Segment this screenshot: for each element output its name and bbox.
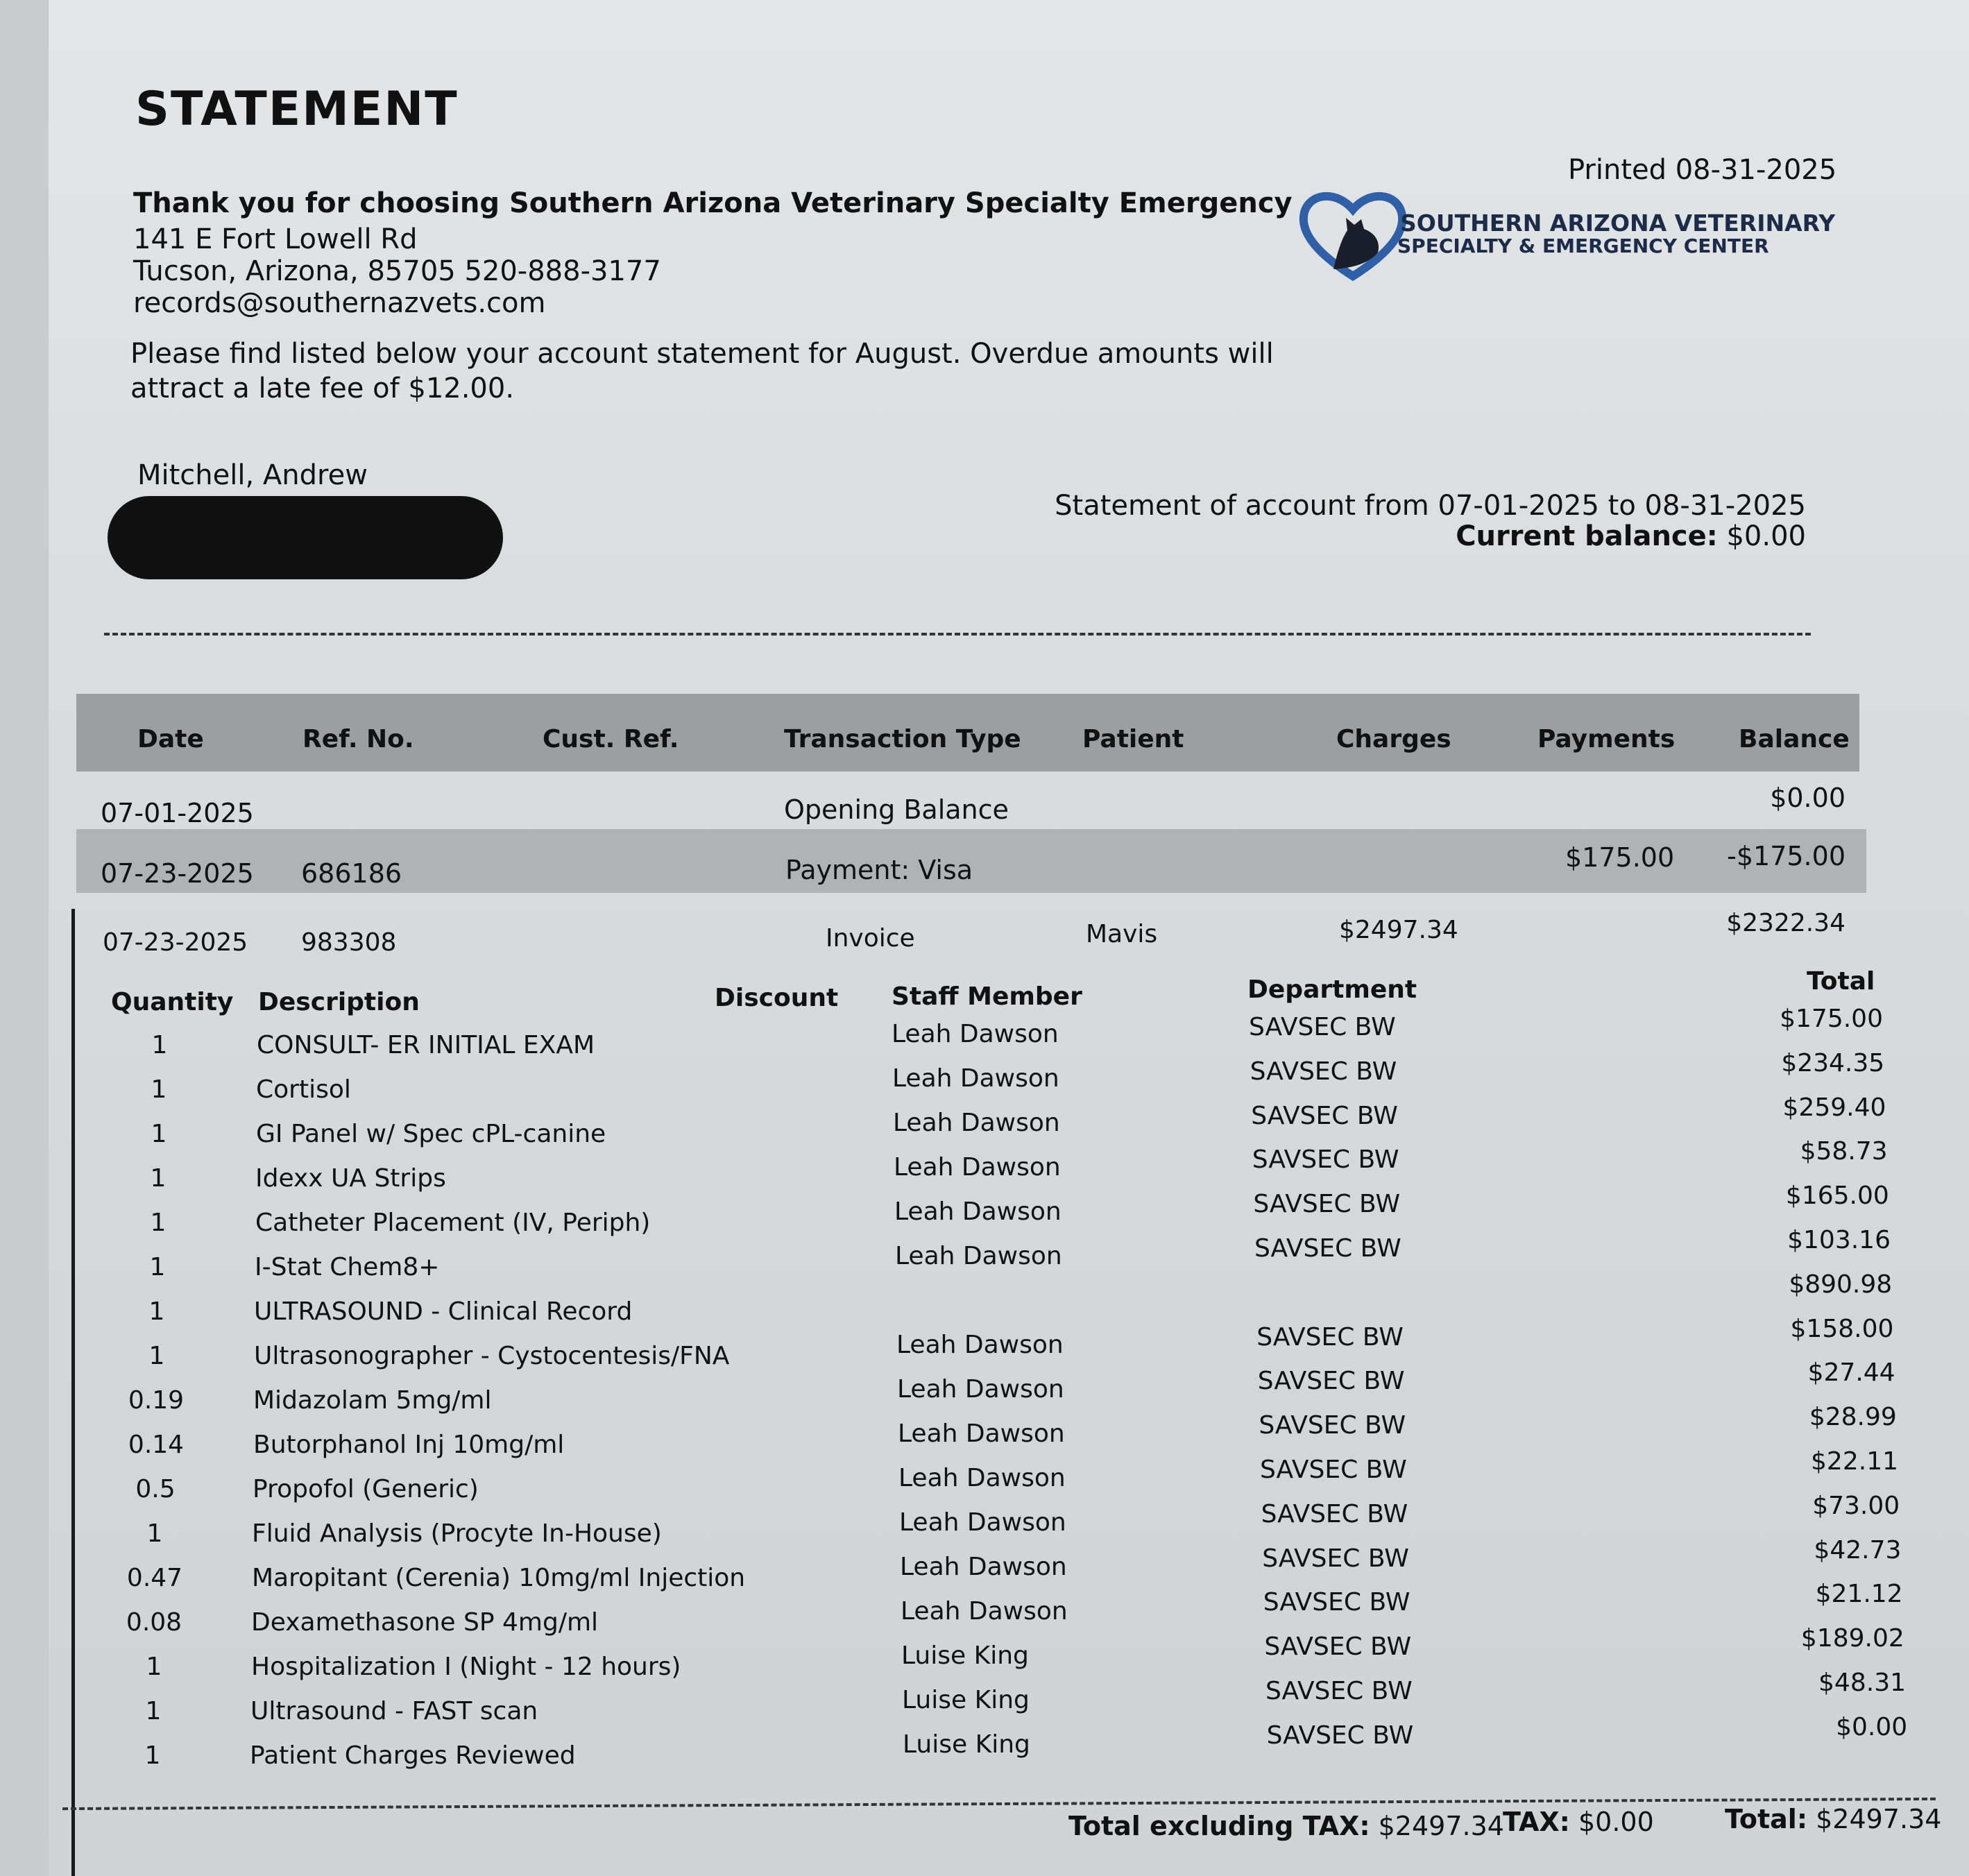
statement-note-line1: Please find listed below your account statement for August. Overdue amounts will <box>130 338 1274 370</box>
grand-total-value: $2497.34 <box>1816 1804 1942 1834</box>
row-type: Invoice <box>826 924 915 953</box>
item-description: Fluid Analysis (Procyte In-House) <box>252 1519 662 1548</box>
item-description: Propofol (Generic) <box>253 1475 479 1503</box>
item-department: SAVSEC BW <box>1250 1057 1397 1086</box>
logo-text-line1: SOUTHERN ARIZONA VETERINARY <box>1400 210 1836 237</box>
item-description: Idexx UA Strips <box>255 1164 446 1193</box>
item-department: SAVSEC BW <box>1262 1544 1409 1573</box>
tax-value: $0.00 <box>1578 1807 1654 1837</box>
item-department: SAVSEC BW <box>1265 1677 1413 1705</box>
item-staff-member: Leah Dawson <box>900 1553 1067 1581</box>
item-total: $58.73 <box>1800 1137 1888 1166</box>
row-date: 07-23-2025 <box>101 858 254 889</box>
col-transaction-type: Transaction Type <box>784 725 1021 753</box>
item-department: SAVSEC BW <box>1256 1322 1404 1351</box>
item-total: $27.44 <box>1807 1358 1895 1388</box>
col-quantity: Quantity <box>111 988 234 1016</box>
item-department: SAVSEC BW <box>1257 1367 1405 1396</box>
item-total: $21.12 <box>1815 1580 1903 1609</box>
header-divider <box>104 633 1811 636</box>
item-department: SAVSEC BW <box>1263 1588 1410 1617</box>
col-charges: Charges <box>1336 725 1451 753</box>
item-staff-member: Leah Dawson <box>899 1508 1066 1537</box>
logo-text-line2: SPECIALTY & EMERGENCY CENTER <box>1397 235 1769 257</box>
item-quantity: 0.47 <box>126 1564 183 1592</box>
row-ref: 983308 <box>301 928 397 957</box>
item-total: $103.16 <box>1787 1226 1891 1254</box>
row-patient: Mavis <box>1086 920 1158 948</box>
item-description: CONSULT- ER INITIAL EXAM <box>257 1031 595 1059</box>
col-date: Date <box>137 725 204 753</box>
item-department: SAVSEC BW <box>1266 1721 1414 1750</box>
item-quantity: 1 <box>151 1120 167 1148</box>
row-balance: -$175.00 <box>1727 841 1846 871</box>
item-total: $22.11 <box>1811 1447 1898 1476</box>
item-total: $73.00 <box>1812 1491 1900 1520</box>
item-quantity: 0.14 <box>128 1431 185 1459</box>
item-quantity: 1 <box>151 1075 167 1104</box>
col-staff-member: Staff Member <box>892 982 1082 1011</box>
item-staff-member: Leah Dawson <box>897 1375 1064 1404</box>
total-excluding-tax-label: Total excluding TAX: <box>1068 1811 1370 1841</box>
item-description: Midazolam 5mg/ml <box>253 1386 492 1415</box>
row-type: Payment: Visa <box>785 855 973 885</box>
item-staff-member: Leah Dawson <box>894 1153 1061 1182</box>
item-description: GI Panel w/ Spec cPL-canine <box>256 1120 606 1148</box>
row-ref: 686186 <box>301 858 402 889</box>
item-quantity: 1 <box>150 1209 167 1237</box>
tax-label: TAX: <box>1503 1807 1570 1837</box>
item-staff-member: Leah Dawson <box>892 1020 1059 1048</box>
tax-total <box>1503 1807 1654 1837</box>
statement-note-line2: attract a late fee of $12.00. <box>130 373 515 404</box>
item-staff-member: Leah Dawson <box>894 1197 1062 1226</box>
row-type: Opening Balance <box>784 794 1009 825</box>
item-department: SAVSEC BW <box>1264 1632 1412 1662</box>
item-quantity: 1 <box>151 1031 168 1059</box>
address-city: Tucson, Arizona, 85705 520-888-3177 <box>133 255 661 287</box>
current-balance-value: $0.00 <box>1726 520 1806 552</box>
col-description: Description <box>258 988 420 1016</box>
item-department: SAVSEC BW <box>1261 1499 1408 1528</box>
item-staff-member: Leah Dawson <box>898 1464 1066 1492</box>
printed-date: Printed 08-31-2025 <box>1568 154 1837 186</box>
item-quantity: 1 <box>148 1297 165 1326</box>
statement-title: STATEMENT <box>135 82 459 137</box>
item-department: SAVSEC BW <box>1253 1190 1401 1219</box>
row-payments: $175.00 <box>1565 842 1675 873</box>
item-department: SAVSEC BW <box>1249 1013 1396 1041</box>
item-total: $28.99 <box>1809 1403 1897 1432</box>
grand-total-label: Total: <box>1725 1804 1808 1834</box>
item-total: $0.00 <box>1836 1712 1908 1741</box>
invoice-margin-line <box>71 909 75 1876</box>
col-cust-ref: Cust. Ref. <box>543 725 679 753</box>
item-staff-member: Leah Dawson <box>895 1242 1062 1270</box>
item-department: SAVSEC BW <box>1251 1101 1398 1130</box>
item-total: $189.02 <box>1800 1624 1904 1653</box>
thank-you-line: Thank you for choosing Southern Arizona Veterinary Specialty Emergency <box>133 187 1293 219</box>
item-department: SAVSEC BW <box>1260 1456 1407 1484</box>
item-description: Dexamethasone SP 4mg/ml <box>251 1608 599 1637</box>
item-quantity: 1 <box>146 1653 162 1681</box>
item-department: SAVSEC BW <box>1252 1145 1399 1175</box>
row-charges: $2497.34 <box>1339 916 1458 944</box>
item-staff-member: Leah Dawson <box>898 1419 1065 1448</box>
row-date: 07-23-2025 <box>103 928 248 957</box>
col-balance: Balance <box>1739 725 1850 753</box>
col-department: Department <box>1247 975 1417 1004</box>
item-description: Ultrasonographer - Cystocentesis/FNA <box>254 1342 730 1370</box>
item-staff-member: Leah Dawson <box>893 1109 1060 1137</box>
item-description: Maropitant (Cerenia) 10mg/ml Injection <box>252 1564 746 1592</box>
invoice-grand-total <box>1725 1804 1941 1834</box>
customer-name: Mitchell, Andrew <box>137 459 368 491</box>
item-quantity: 0.08 <box>126 1608 182 1637</box>
item-total: $890.98 <box>1789 1270 1893 1299</box>
item-quantity: 1 <box>149 1253 166 1281</box>
row-date: 07-01-2025 <box>101 798 254 828</box>
item-staff-member: Luise King <box>903 1730 1030 1759</box>
row-balance: $2322.34 <box>1726 909 1846 937</box>
total-excluding-tax-value: $2497.34 <box>1378 1811 1504 1841</box>
col-discount: Discount <box>715 984 839 1012</box>
item-department: SAVSEC BW <box>1254 1234 1401 1263</box>
row-balance: $0.00 <box>1770 783 1846 813</box>
item-staff-member: Leah Dawson <box>892 1064 1059 1093</box>
item-quantity: 1 <box>146 1519 163 1548</box>
item-total: $48.31 <box>1818 1669 1906 1697</box>
item-quantity: 1 <box>150 1164 167 1193</box>
col-payments: Payments <box>1537 725 1676 753</box>
col-total: Total <box>1807 967 1875 996</box>
item-quantity: 0.5 <box>135 1475 176 1503</box>
redacted-address <box>108 496 503 579</box>
item-department: SAVSEC BW <box>1259 1411 1406 1440</box>
current-balance-label: Current balance: <box>1456 520 1718 552</box>
heart-dog-cat-logo-icon <box>1297 187 1408 284</box>
item-staff-member: Leah Dawson <box>896 1331 1064 1359</box>
item-quantity: 1 <box>148 1342 165 1370</box>
item-quantity: 1 <box>145 1697 162 1725</box>
item-description: Butorphanol Inj 10mg/ml <box>253 1431 565 1459</box>
item-description: Catheter Placement (IV, Periph) <box>255 1209 651 1237</box>
item-staff-member: Luise King <box>902 1686 1030 1714</box>
clinic-email: records@southernazvets.com <box>133 287 546 319</box>
item-quantity: 0.19 <box>128 1386 185 1415</box>
item-description: Hospitalization I (Night - 12 hours) <box>251 1653 681 1681</box>
col-patient: Patient <box>1082 725 1184 753</box>
address-street: 141 E Fort Lowell Rd <box>133 223 418 255</box>
item-quantity: 1 <box>144 1741 161 1770</box>
item-description: ULTRASOUND - Clinical Record <box>254 1297 633 1326</box>
item-total: $42.73 <box>1814 1535 1902 1564</box>
item-description: Patient Charges Reviewed <box>250 1741 576 1770</box>
item-description: Ultrasound - FAST scan <box>250 1697 538 1725</box>
item-total: $165.00 <box>1785 1182 1889 1211</box>
total-excluding-tax <box>1068 1811 1504 1841</box>
col-ref: Ref. No. <box>302 725 414 753</box>
statement-period: Statement of account from 07-01-2025 to 08-31-2025 <box>1055 490 1806 522</box>
item-description: I-Stat Chem8+ <box>255 1253 440 1281</box>
item-description: Cortisol <box>256 1075 351 1104</box>
current-balance <box>1456 520 1806 552</box>
item-total: $175.00 <box>1780 1005 1883 1033</box>
item-total: $234.35 <box>1781 1048 1885 1077</box>
item-total: $259.40 <box>1782 1093 1886 1122</box>
item-total: $158.00 <box>1790 1314 1894 1343</box>
item-staff-member: Leah Dawson <box>901 1597 1068 1626</box>
item-staff-member: Luise King <box>901 1642 1029 1670</box>
